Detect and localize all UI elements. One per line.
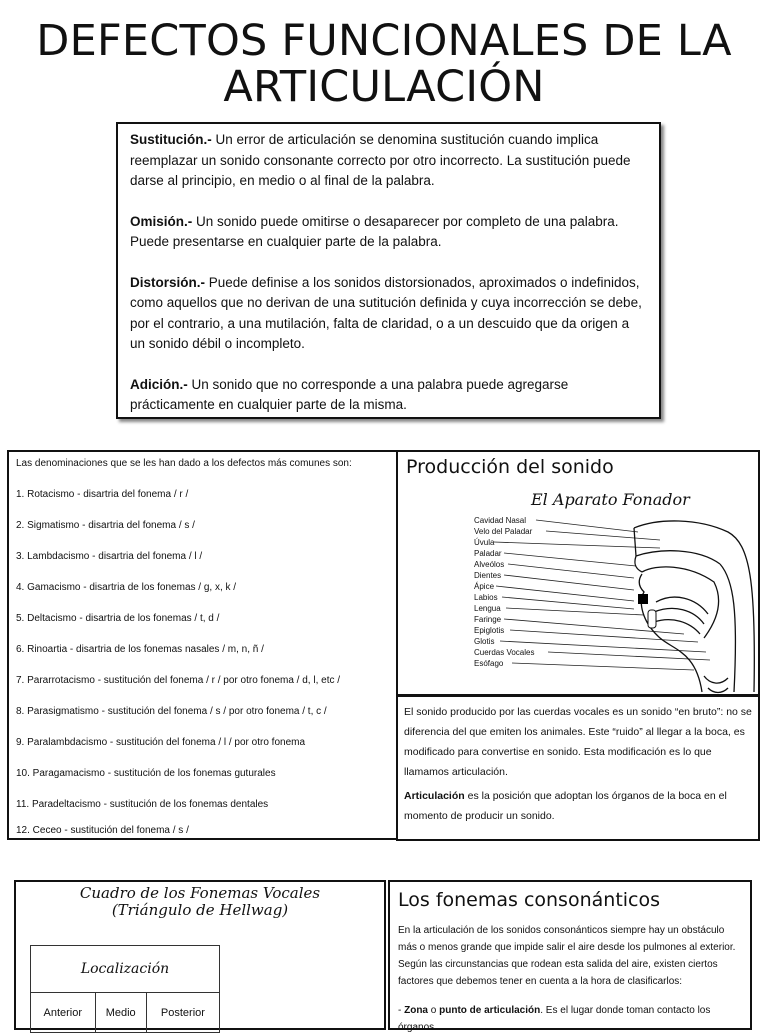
definitions-box xyxy=(116,122,661,419)
zona-text: . Es el lugar donde toman contacto los órganos xyxy=(398,1005,711,1033)
list-item: 5. Deltacismo - disartria de los fonemas / t, d / xyxy=(16,613,220,624)
list-item: 7. Pararrotacismo - sustitución del fonema / r / por otro fonema / d, l, etc / xyxy=(16,675,341,686)
col-anterior: Anterior xyxy=(31,993,96,1033)
consonanticos-paragraph: En la articulación de los sonidos consonánticos siempre hay un obstáculo más o menos grande que impide salir el aire desde los pulmones al exterior. Según las circunstancias que rodean esta salida del aire, existen ciertos factores que debemos tener en cuenta a la hora de clasificarlos: xyxy=(398,925,736,987)
list-item: 3. Lambdacismo - disartria del fonema / l / xyxy=(16,551,203,562)
organ-label: Ápice xyxy=(474,582,495,591)
definition-sustitucion xyxy=(130,130,647,192)
list-item: 6. Rinoartia - disartria de los fonemas nasales / m, n, ñ / xyxy=(16,644,264,655)
articulacion-paragraph: El sonido producido por las cuerdas vocales es un sonido “en bruto”: no se diferencia del que emiten los animales. Este “ruido” al llegar a la boca, es modificado para convertise en sonido. Esta modificación es lo que llamamos articulación. xyxy=(404,706,752,778)
term-distorsion: Distorsión.- xyxy=(130,274,206,290)
consonanticos-title: Los fonemas consonánticos xyxy=(398,889,661,911)
denominations-intro: Las denominaciones que se les han dado a los defectos más comunes son: xyxy=(16,458,352,469)
connector: o xyxy=(428,1005,440,1016)
zona-line xyxy=(398,1002,742,1036)
organ-label: Esófago xyxy=(474,659,504,668)
dash: - xyxy=(398,1005,405,1016)
list-item: 9. Paralambdacismo - sustitución del fonema / l / por otro fonema xyxy=(16,737,306,748)
organ-label: Faringe xyxy=(474,615,502,624)
aparato-fonador-title: El Aparato Fonador xyxy=(531,490,690,509)
organ-label: Lengua xyxy=(474,604,501,613)
organ-label: Velo del Paladar xyxy=(474,527,533,536)
articulacion-term: Articulación xyxy=(404,790,465,802)
organ-label: Dientes xyxy=(474,571,502,580)
page-title: DEFECTOS FUNCIONALES DE LA ARTICULACIÓN xyxy=(36,16,732,112)
articulacion-definition xyxy=(404,786,752,826)
definition-adicion xyxy=(130,375,647,416)
organ-label: Cavidad Nasal xyxy=(474,516,527,525)
term-sustitucion: Sustitución.- xyxy=(130,132,212,147)
denominations-panel xyxy=(7,450,398,840)
definition-text: Un sonido que no corresponde a una palabra puede agregarse prácticamente en cualquier parte de la misma. xyxy=(130,376,569,412)
list-item: 10. Paragamacismo - sustitución de los fonemas guturales xyxy=(16,768,276,779)
produccion-title: Producción del sonido xyxy=(406,456,614,478)
organ-label: Labios xyxy=(474,593,498,602)
organ-label: Epiglotis xyxy=(474,626,505,635)
organ-label: Cuerdas Vocales xyxy=(474,648,535,657)
list-item: 11. Paradeltacismo - sustitución de los fonemas dentales xyxy=(16,799,269,810)
list-item: 4. Gamacismo - disartria de los fonemas / g, x, k / xyxy=(16,582,237,593)
definition-text: Un sonido puede omitirse o desaparecer por completo de una palabra. Puede presentarse en cualquier parte de la palabra. xyxy=(130,213,619,249)
term-omision: Omisión.- xyxy=(130,213,193,229)
definition-text: Puede definise a los sonidos distorsionados, aproximados o indefinidos, como aquellos que no derivan de una sutitución definida y cuya incorrección se debe, por el contrario, a una mutilación, falta de claridad, o a un descuido que da origen a un sonido débil o incompleto. xyxy=(130,274,642,351)
articulacion-definition-text: es la posición que adoptan los órganos de la boca en el momento de producir un sonido. xyxy=(404,790,727,822)
zona-term: Zona xyxy=(404,1005,428,1016)
organ-label: Úvula xyxy=(474,538,495,547)
organ-label: Paladar xyxy=(474,549,502,558)
col-medio: Medio xyxy=(95,993,146,1033)
definition-distorsion xyxy=(130,273,647,355)
cuadro-title: Cuadro de los Fonemas Vocales xyxy=(79,884,321,902)
definition-text: Un error de articulación se denomina sustitución cuando implica reemplazar un sonido consonante correcto por otro incorrecto. La sustitución puede darse al principio, en medio o al final de la palabra. xyxy=(130,132,631,188)
punto-term: punto de articulación xyxy=(439,1005,541,1016)
organ-label: Glotis xyxy=(474,637,495,646)
col-posterior: Posterior xyxy=(146,993,219,1033)
vowel-table xyxy=(30,945,220,1033)
list-item: 12. Ceceo - sustitución del fonema / s / xyxy=(16,825,189,836)
organ-label: Alveólos xyxy=(474,560,505,569)
list-item: 8. Parasigmatismo - sustitución del fonema / s / por otro fonema / t, c / xyxy=(16,706,327,717)
list-item: 2. Sigmatismo - disartria del fonema / s / xyxy=(16,520,195,531)
consonanticos-panel xyxy=(388,880,752,1033)
term-adicion: Adición.- xyxy=(130,376,188,392)
cuadro-subtitle: (Triángulo de Hellwag) xyxy=(111,901,289,919)
articulacion-panel xyxy=(396,695,760,841)
vocal-tract-diagram xyxy=(398,452,758,694)
produccion-panel xyxy=(396,450,760,696)
cuadro-panel xyxy=(14,880,386,1030)
definition-omision xyxy=(130,212,647,253)
list-item: 1. Rotacismo - disartria del fonema / r / xyxy=(16,489,189,500)
localizacion-header: Localización xyxy=(31,946,220,993)
